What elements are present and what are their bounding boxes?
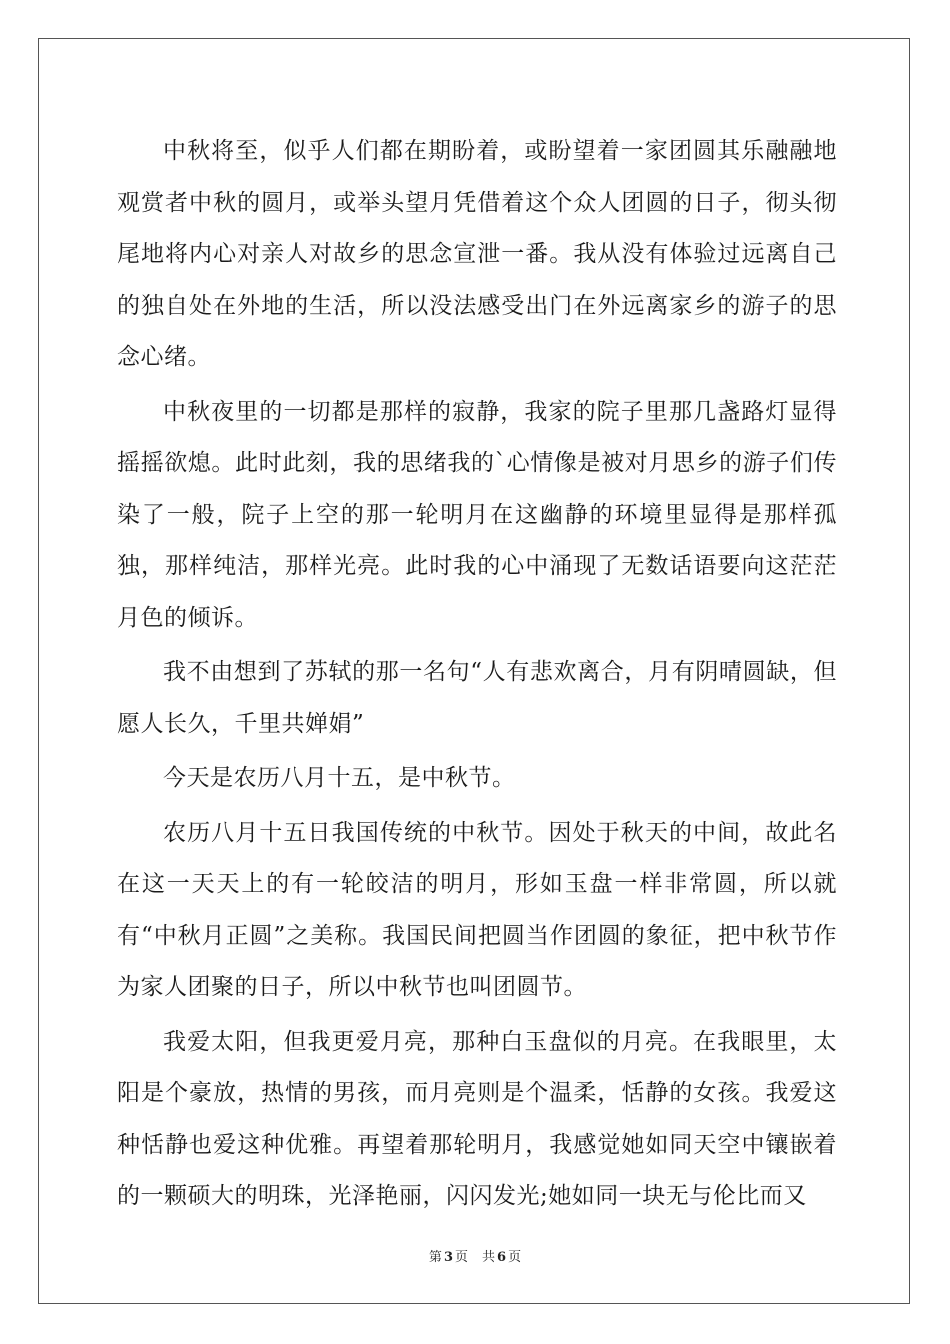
page-prefix: 第 [428, 1250, 442, 1265]
paragraph-1: 中秋将至，似乎人们都在期盼着，或盼望着一家团圆其乐融融地观赏者中秋的圆月，或举头望月凭借着这个众人团圆的日子，彻头彻尾地将内心对亲人对故乡的思念宣泄一番。我从没有体验过远离自己的独自处在外地的生活，所以没法感受出门在外远离家乡的游子的思念心绪。 [117, 138, 837, 370]
paragraph-5: 农历八月十五日我国传统的中秋节。因处于秋天的中间，故此名在这一天天上的有一轮皎洁的明月，形如玉盘一样非常圆，所以就有“中秋月正圆”之美称。我国民间把圆当作团圆的象征，把中秋节作为家人团聚的日子，所以中秋节也叫团圆节。 [117, 819, 837, 1000]
total-prefix: 共 [482, 1250, 496, 1265]
paragraph-6: 我爱太阳，但我更爱月亮，那种白玉盘似的月亮。在我眼里，太阳是个豪放，热情的男孩，而月亮则是个温柔，恬静的女孩。我爱这种恬静也爱这种优雅。再望着那轮明月，我感觉她如同天空中镶嵌着的一颗硕大的明珠，光泽艳丽，闪闪发光;她如同一块无与伦比而又 [117, 1028, 837, 1209]
document-body [117, 126, 837, 1223]
paragraph-3: 我不由想到了苏轼的那一名句“人有悲欢离合，月有阴晴圆缺，但愿人长久，千里共婵娟” [117, 659, 837, 737]
page-footer [0, 1246, 950, 1265]
total-page-number: 6 [497, 1250, 507, 1265]
paragraph-2: 中秋夜里的一切都是那样的寂静，我家的院子里那几盏路灯显得摇摇欲熄。此时此刻，我的思绪我的`心情像是被对月思乡的游子们传染了一般，院子上空的那一轮明月在这幽静的环境里显得是那样孤独，那样纯洁，那样光亮。此时我的心中涌现了无数话语要向这茫茫月色的倾诉。 [117, 398, 837, 631]
total-suffix: 页 [508, 1250, 522, 1265]
paragraph-4: 今天是农历八月十五，是中秋节。 [163, 765, 516, 791]
current-page-number: 3 [443, 1250, 453, 1265]
page-suffix: 页 [454, 1250, 468, 1265]
